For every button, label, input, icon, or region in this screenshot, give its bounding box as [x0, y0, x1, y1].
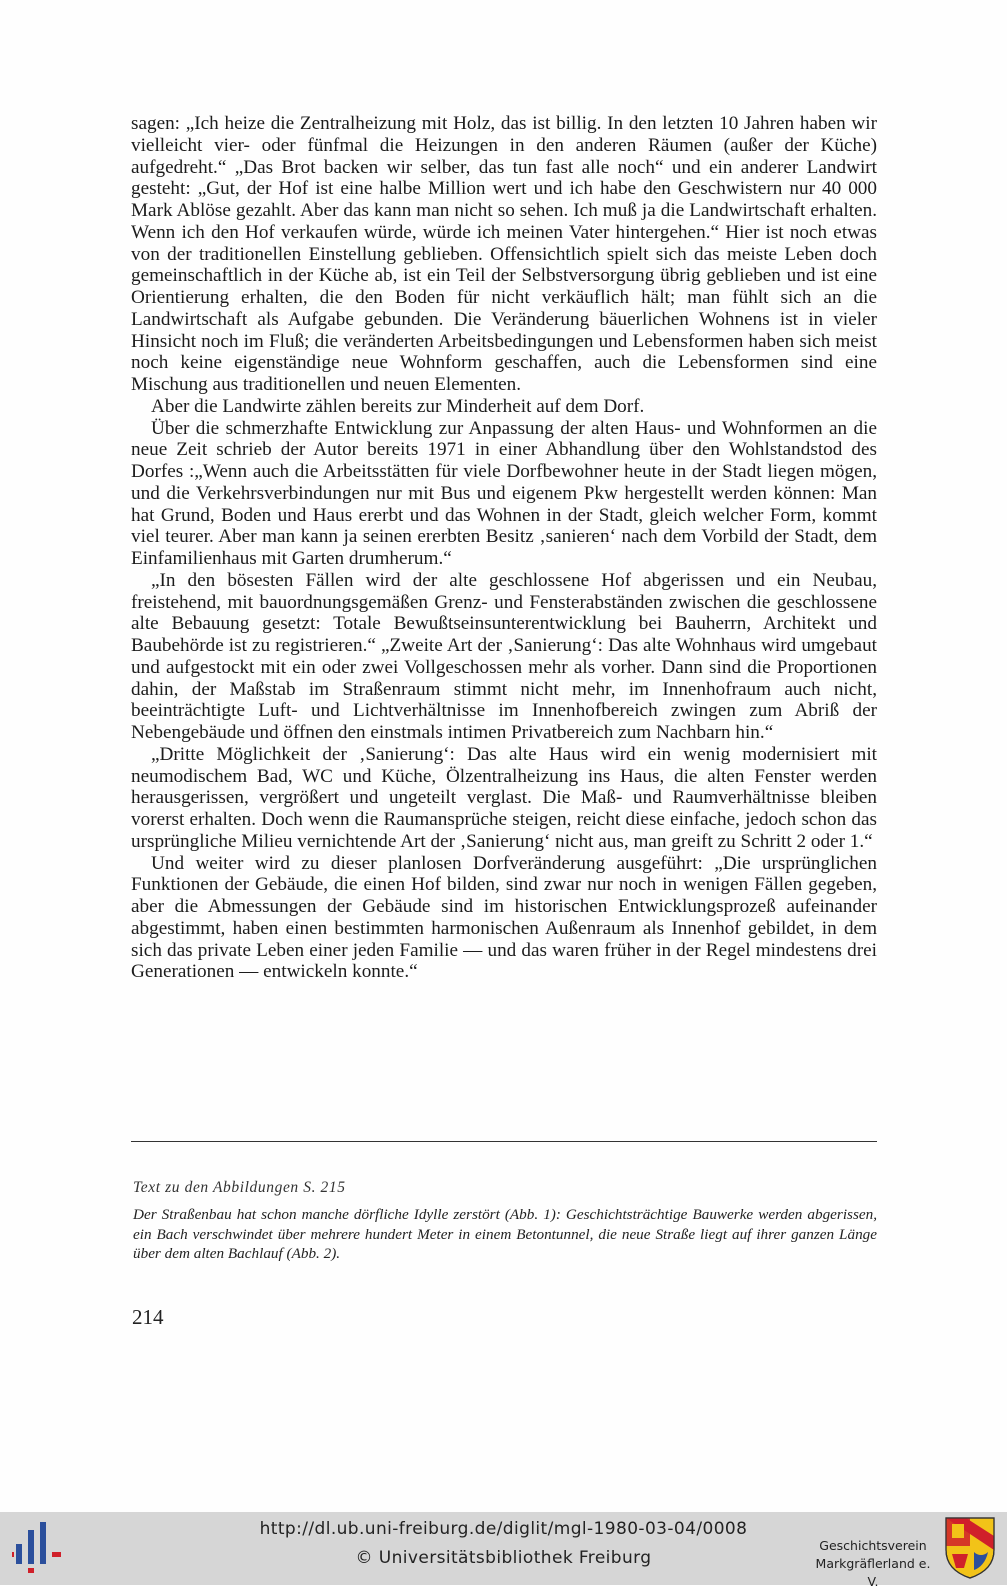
paragraph: Über die schmerzhafte Entwicklung zur Anpassung der alten Haus- und Wohnformen an die neue Zeit schrieb der Autor bereits 1971 in einer Abhandlung über den Wohlstandstod des Dorfes :„Wenn auch die Arbeitsstätten für viele Dorfbewohner heute in der Stadt liegen mögen, und die Verkehrsverbindungen nur mit Bus und eigenem Pkw hergestellt werden können: Man hat Grund, Boden und Haus ererbt und das Wohnen in der Stadt, gleich welcher Form, kommt viel teurer. Aber man kann ja seinen ererbten Besitz ‚sanieren‘ nach dem Vorbild der Stadt, dem Einfamilienhaus mit Garten drumherum.“: [131, 417, 877, 569]
permalink-url[interactable]: http://dl.ub.uni-freiburg.de/diglit/mgl-1980-03-04/0008: [259, 1519, 748, 1539]
society-name: [812, 1537, 934, 1591]
coat-of-arms-icon[interactable]: [944, 1516, 996, 1580]
paragraph: „In den bösesten Fällen wird der alte geschlossene Hof abgerissen und ein Neubau, freistehend, mit bauordnungsgemäßen Grenz- und Fensterabständen zwischen die geschlossene alte Bebauung gesetzt: Totale Bewußtseinsunterentwicklung bei Bauherrn, Architekt und Baubehörde ist zu registrieren.“ „Zweite Art der ‚Sanierung‘: Das alte Wohnhaus wird umgebaut und aufgestockt mit ein oder zwei Vollgeschossen mehr als vorher. Dann sind die Proportionen dahin, der Maßstab im Straßenraum stimmt nicht mehr, im Innenhofraum auch nicht, beeinträchtigte Luft- und Lichtverhältnisse im Innenhofbereich zwingen zum Abriß der Nebengebäude und öffnen den einstmals intimen Privatbereich zum Nachbarn hin.“: [131, 569, 877, 743]
paragraph: Aber die Landwirte zählen bereits zur Minderheit auf dem Dorf.: [151, 395, 645, 417]
society-line: Markgräflerland e. V.: [815, 1556, 931, 1589]
paragraph: „Dritte Möglichkeit der ‚Sanierung‘: Das alte Haus wird ein wenig modernisiert mit neumodischem Bad, WC und Küche, Ölzentralheizung ins Haus, die alten Fenster werden herausgerissen, vergrößert und ungeteilt verglast. Die Maß- und Raumverhältnisse bleiben vorerst erhalten. Doch wenn die Raumansprüche steigen, reicht diese einfache, jedoch schon das ursprüngliche Milieu vernichtende Art der ‚Sanierung‘ nicht aus, man greift zu Schritt 2 oder 1.“: [131, 743, 877, 852]
paragraph: Und weiter wird zu dieser planlosen Dorfveränderung ausgeführt: „Die ursprünglichen Funktionen der Gebäude, die einen Hof bilden, sind zwar nur noch in wenigen Fällen gegeben, aber die Abmessungen der Gebäude sind im historischen Entwicklungsprozeß aufeinander abgestimmt, haben einen bestimmten harmonischen Außenraum als Innenhof gebildet, in dem sich das private Leben einer jeden Familie — und das waren früher in der Regel mindestens drei Generationen — entwickeln konnte.“: [131, 852, 877, 983]
footnote-divider: [131, 1141, 877, 1142]
copyright-notice: © Universitätsbibliothek Freiburg: [355, 1548, 652, 1568]
body-text: [131, 113, 877, 983]
viewer-footer: [0, 1512, 1007, 1589]
caption-heading: Text zu den Abbildungen S. 215: [133, 1179, 346, 1196]
caption-text: Der Straßenbau hat schon manche dörfliche Idylle zerstört (Abb. 1): Geschichtsträchtige Bauwerke werden abgerissen, ein Bach verschwindet über mehrere hundert Meter in einem Betontunnel, die neue Straße liegt auf ihrer ganzen Länge über dem alten Bachlauf (Abb. 2).: [133, 1206, 877, 1263]
paragraph: sagen: „Ich heize die Zentralheizung mit Holz, das ist billig. In den letzten 10 Jahren haben wir vielleicht vier- oder fünfmal die Heizungen in den anderen Räumen (außer der Küche) aufgedreht.“ „Das Brot backen wir selber, das tun fast alle noch“ und ein anderer Landwirt gesteht: „Gut, der Hof ist eine halbe Million wert und ich habe den Geschwistern nur 40 000 Mark Ablöse gezahlt. Aber das kann man nicht so sehen. Ich muß ja die Landwirtschaft erhalten. Wenn ich den Hof verkaufen würde, würde ich meinen Vater hintergehen.“ Hier ist noch etwas von der traditionellen Einstellung geblieben. Offensichtlich spielt sich das meiste Leben doch gemeinschaftlich in der Küche ab, ist ein Teil der Selbstversorgung übrig geblieben und ist eine Orientierung erhalten, die den Boden für nicht verkäuflich hält; man fühlt sich an die Landwirtschaft als Aufgabe gebunden. Die Veränderung bäuerlichen Wohnens ist in vieler Hinsicht noch im Fluß; die veränderten Arbeitsbedingungen und Lebensformen haben sich meist noch keine eigenständige neue Wohnform geschaffen, auch die Lebensformen sind eine Mischung aus traditionellen und neuen Elementen.: [131, 113, 877, 395]
society-line: Geschichtsverein: [819, 1538, 927, 1553]
page-number: 214: [132, 1305, 164, 1329]
